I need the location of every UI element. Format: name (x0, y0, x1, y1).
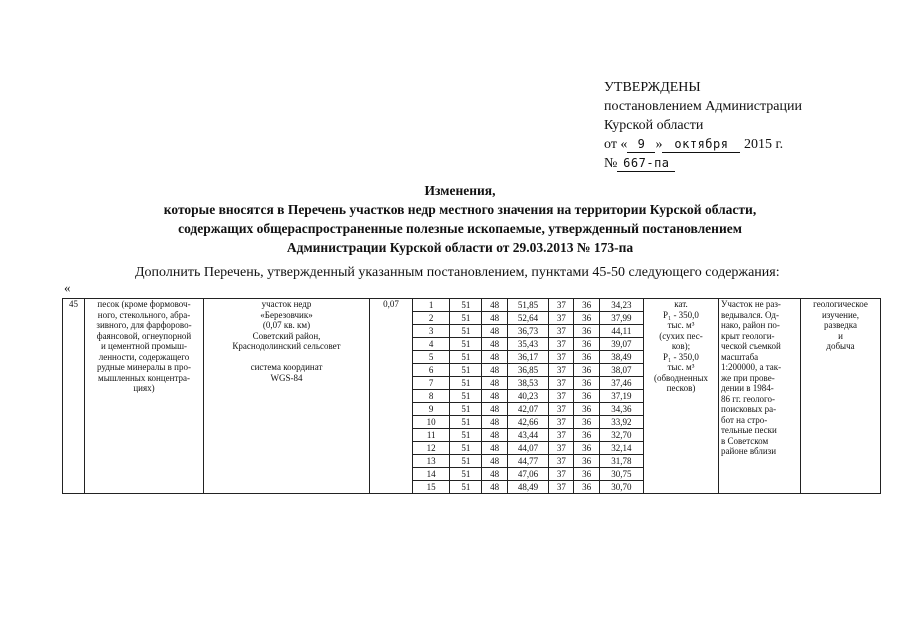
coordinate-value: 37 (549, 429, 574, 442)
coordinate-value: 36 (574, 364, 599, 377)
coordinate-value: 34,23 (599, 299, 643, 312)
cell-text-line: добыча (826, 341, 855, 351)
date-mid: » (655, 137, 663, 152)
cell-text-line: P₁ - 350,0 (663, 309, 699, 320)
cell-text-line: (сухих пес- (659, 330, 703, 341)
coordinate-row (413, 429, 643, 442)
coordinate-value: 51 (450, 455, 482, 468)
coordinate-value: 34,36 (599, 403, 643, 416)
coordinate-value: 9 (413, 403, 450, 416)
coordinate-value: 48 (482, 390, 507, 403)
coordinate-value: 48 (482, 442, 507, 455)
coordinate-value: 51 (450, 377, 482, 390)
cell-text-line: «Березовчик» (260, 309, 313, 320)
cell-text-line: ков); (671, 341, 691, 351)
coordinate-row (413, 416, 643, 429)
coordinate-value: 51,85 (507, 299, 548, 312)
cell-text-line: песок (кроме формовоч- (97, 299, 191, 309)
cell-text-line: изучение, (821, 309, 860, 320)
cell-text-line: нако, район по- (721, 320, 780, 330)
cell-text-line: разведка (824, 320, 857, 330)
cell-text-line: ческой съемкой (721, 341, 781, 351)
coordinate-value: 51 (450, 312, 482, 325)
cell-text-line: Советский район, (252, 330, 321, 341)
coordinate-value: 30,70 (599, 481, 643, 494)
coordinate-value: 51 (450, 299, 482, 312)
coordinate-value: 36,17 (507, 351, 548, 364)
cell-text-line: районе вблизи (721, 446, 777, 456)
coordinate-value: 37 (549, 377, 574, 390)
reserves-cell (644, 299, 719, 494)
coordinate-value: 37,19 (599, 390, 643, 403)
coordinate-value: 51 (450, 364, 482, 377)
coordinate-value: 37 (549, 338, 574, 351)
cell-text-line: же при прове- (721, 372, 775, 383)
coordinate-value: 48,49 (507, 481, 548, 494)
coordinate-value: 36 (574, 377, 599, 390)
date-prefix: от « (604, 137, 628, 152)
cell-text-line: ленности, содержащего (98, 351, 190, 362)
coordinate-value: 30,75 (599, 468, 643, 481)
coordinate-value: 48 (482, 312, 507, 325)
coordinate-value: 6 (413, 364, 450, 377)
coordinate-row (413, 312, 643, 325)
area-cell: 0,07 (370, 299, 413, 494)
coordinate-value: 4 (413, 338, 450, 351)
subsoil-table (62, 298, 881, 494)
cell-text-line: 1:200000, а так- (721, 362, 782, 372)
coordinate-value: 51 (450, 351, 482, 364)
coordinate-value: 48 (482, 364, 507, 377)
cell-text-line: P₁ - 350,0 (663, 351, 699, 362)
coordinate-row (413, 468, 643, 481)
coordinate-value: 37 (549, 299, 574, 312)
cell-text-line: (0,07 кв. км) (262, 320, 311, 330)
site-cell (204, 299, 370, 494)
coordinate-value: 42,07 (507, 403, 548, 416)
date-day: 9 (627, 137, 655, 153)
coordinate-row (413, 377, 643, 390)
coordinate-value: 44,07 (507, 442, 548, 455)
coordinate-value: 36 (574, 403, 599, 416)
cell-text-line (206, 352, 367, 363)
number-prefix: № (604, 156, 618, 171)
coordinate-row (413, 455, 643, 468)
coordinate-value: 48 (482, 299, 507, 312)
cell-text-line: WGS-84 (270, 372, 303, 383)
coordinate-value: 8 (413, 390, 450, 403)
coordinate-value: 12 (413, 442, 450, 455)
coordinate-row (413, 299, 643, 312)
coordinate-row (413, 325, 643, 338)
coordinate-value: 37,46 (599, 377, 643, 390)
coordinate-value: 37 (549, 416, 574, 429)
coordinate-row (413, 364, 643, 377)
cell-text-line: крыт геологи- (721, 330, 775, 341)
cell-text-line: кат. (674, 299, 688, 309)
coordinate-value: 51 (450, 481, 482, 494)
coordinate-value: 2 (413, 312, 450, 325)
title-line-4: Администрации Курской области от 29.03.2013 № 173-па (286, 240, 634, 255)
coordinate-value: 36 (574, 468, 599, 481)
coordinate-value: 13 (413, 455, 450, 468)
coordinate-value: 44,11 (599, 325, 643, 338)
coordinate-value: 48 (482, 338, 507, 351)
intro-text: Дополнить Перечень, утвержденный указанным постановлением, пунктами 45-50 следующего содержания: (135, 265, 780, 280)
coordinate-row (413, 390, 643, 403)
coordinate-value: 48 (482, 377, 507, 390)
coordinate-value: 47,06 (507, 468, 548, 481)
coordinate-row (413, 403, 643, 416)
coordinate-value: 48 (482, 455, 507, 468)
coordinate-row (413, 481, 643, 494)
coordinate-value: 36,73 (507, 325, 548, 338)
coordinate-value: 11 (413, 429, 450, 442)
coordinate-value: 36 (574, 338, 599, 351)
coordinate-value: 38,53 (507, 377, 548, 390)
coordinate-value: 36,85 (507, 364, 548, 377)
date-month: октября (662, 137, 740, 153)
coordinate-value: 51 (450, 390, 482, 403)
cell-text-line: 86 гг. геолого- (721, 393, 776, 404)
cell-text-line: участок недр (261, 299, 312, 309)
cell-text-line: дении в 1984- (721, 383, 774, 393)
cell-text-line: тыс. м³ (667, 320, 695, 330)
cell-text-line: система координат (250, 362, 323, 372)
title-line-3: содержащих общераспространенные полезные ископаемые, утвержденный постановлением (178, 221, 742, 236)
approval-line-1: постановлением Администрации (604, 99, 802, 114)
coordinate-value: 51 (450, 468, 482, 481)
document-title (60, 181, 860, 257)
coordinate-value: 36 (574, 455, 599, 468)
cell-text-line: поисковых ра- (721, 404, 777, 414)
coordinate-value: 37 (549, 442, 574, 455)
coordinate-value: 36 (574, 481, 599, 494)
cell-text-line: и цементной промыш- (100, 341, 187, 351)
coordinate-value: 36 (574, 299, 599, 312)
coordinate-value: 48 (482, 481, 507, 494)
coordinate-value: 38,07 (599, 364, 643, 377)
coordinate-value: 43,44 (507, 429, 548, 442)
notes-cell (719, 299, 801, 494)
coordinate-value: 48 (482, 429, 507, 442)
coordinate-value: 48 (482, 468, 507, 481)
cell-text-line: мышленных концентра- (98, 372, 190, 383)
coordinate-value: 37 (549, 312, 574, 325)
cell-text-line: бот на стро- (721, 414, 768, 425)
row-number: 45 (63, 299, 85, 494)
coordinate-value: 42,66 (507, 416, 548, 429)
coordinate-value: 51 (450, 403, 482, 416)
coordinate-row (413, 351, 643, 364)
coordinate-value: 36 (574, 429, 599, 442)
coordinate-value: 51 (450, 442, 482, 455)
title-line-1: Изменения, (424, 183, 496, 198)
coordinate-value: 38,49 (599, 351, 643, 364)
coordinate-value: 48 (482, 416, 507, 429)
coordinate-value: 33,92 (599, 416, 643, 429)
coordinate-value: 36 (574, 442, 599, 455)
cell-text-line: Участок не раз- (721, 299, 781, 309)
coordinate-value: 37 (549, 364, 574, 377)
cell-text-line: ного, стекольного, абра- (97, 309, 191, 320)
approval-heading: УТВЕРЖДЕНЫ (604, 80, 701, 95)
cell-text-line: рудные минералы в про- (97, 362, 191, 372)
coordinate-row (413, 338, 643, 351)
coordinate-value: 37 (549, 468, 574, 481)
coordinate-row (413, 442, 643, 455)
coordinate-value: 32,70 (599, 429, 643, 442)
cell-text-line: зивного, для фарфорово- (96, 320, 192, 330)
coordinate-value: 35,43 (507, 338, 548, 351)
coordinate-value: 52,64 (507, 312, 548, 325)
approval-number (604, 154, 864, 173)
coordinate-value: 51 (450, 429, 482, 442)
coordinate-value: 7 (413, 377, 450, 390)
cell-text-line: масштаба (721, 351, 759, 362)
coordinate-value: 14 (413, 468, 450, 481)
coordinate-value: 51 (450, 325, 482, 338)
opening-quote: « (64, 280, 71, 295)
coordinate-value: 36 (574, 325, 599, 338)
title-line-2: которые вносятся в Перечень участков недр местного значения на территории Курской области, (163, 202, 757, 217)
coordinate-value: 37 (549, 390, 574, 403)
purpose-cell (801, 299, 881, 494)
cell-text-line: геологическое (813, 299, 868, 309)
coordinate-value: 1 (413, 299, 450, 312)
coordinate-value: 37,99 (599, 312, 643, 325)
approval-date (604, 135, 864, 154)
coordinate-value: 36 (574, 416, 599, 429)
coordinate-value: 48 (482, 325, 507, 338)
cell-text-line: тыс. м³ (667, 362, 695, 372)
mineral-cell (85, 299, 204, 494)
coordinate-value: 36 (574, 390, 599, 403)
cell-text-line: ведывался. Од- (721, 309, 779, 320)
coordinate-value: 37 (549, 403, 574, 416)
coordinate-value: 37 (549, 325, 574, 338)
cell-text-line: песков) (666, 383, 696, 393)
cell-text-line: Краснодолинский сельсовет (232, 341, 341, 351)
cell-text-line: фаянсовой, огнеупорной (96, 330, 192, 341)
coordinate-value: 48 (482, 403, 507, 416)
coordinate-value: 32,14 (599, 442, 643, 455)
coordinate-value: 37 (549, 455, 574, 468)
coordinate-value: 51 (450, 338, 482, 351)
coordinates-table (413, 299, 643, 493)
cell-text-line: циях) (133, 383, 155, 393)
cell-text-line: и (838, 330, 843, 341)
coordinate-value: 48 (482, 351, 507, 364)
decree-number: 667-па (617, 156, 675, 172)
date-year: 2015 г. (743, 137, 784, 152)
coordinate-value: 15 (413, 481, 450, 494)
cell-text-line: тельные пески (721, 425, 777, 435)
coordinate-value: 10 (413, 416, 450, 429)
cell-text-line: в Советском (721, 435, 769, 446)
approval-line-2: Курской области (604, 118, 704, 133)
coordinate-value: 5 (413, 351, 450, 364)
coordinate-value: 36 (574, 312, 599, 325)
approval-block (604, 78, 864, 173)
coordinate-value: 40,23 (507, 390, 548, 403)
coordinate-value: 31,78 (599, 455, 643, 468)
coordinate-value: 36 (574, 351, 599, 364)
coordinates-cell (413, 299, 644, 494)
coordinate-value: 37 (549, 351, 574, 364)
coordinate-value: 39,07 (599, 338, 643, 351)
table-row (63, 299, 881, 494)
cell-text-line: (обводненных (653, 372, 709, 383)
coordinate-value: 37 (549, 481, 574, 494)
coordinate-value: 3 (413, 325, 450, 338)
coordinate-value: 51 (450, 416, 482, 429)
coordinate-value: 44,77 (507, 455, 548, 468)
